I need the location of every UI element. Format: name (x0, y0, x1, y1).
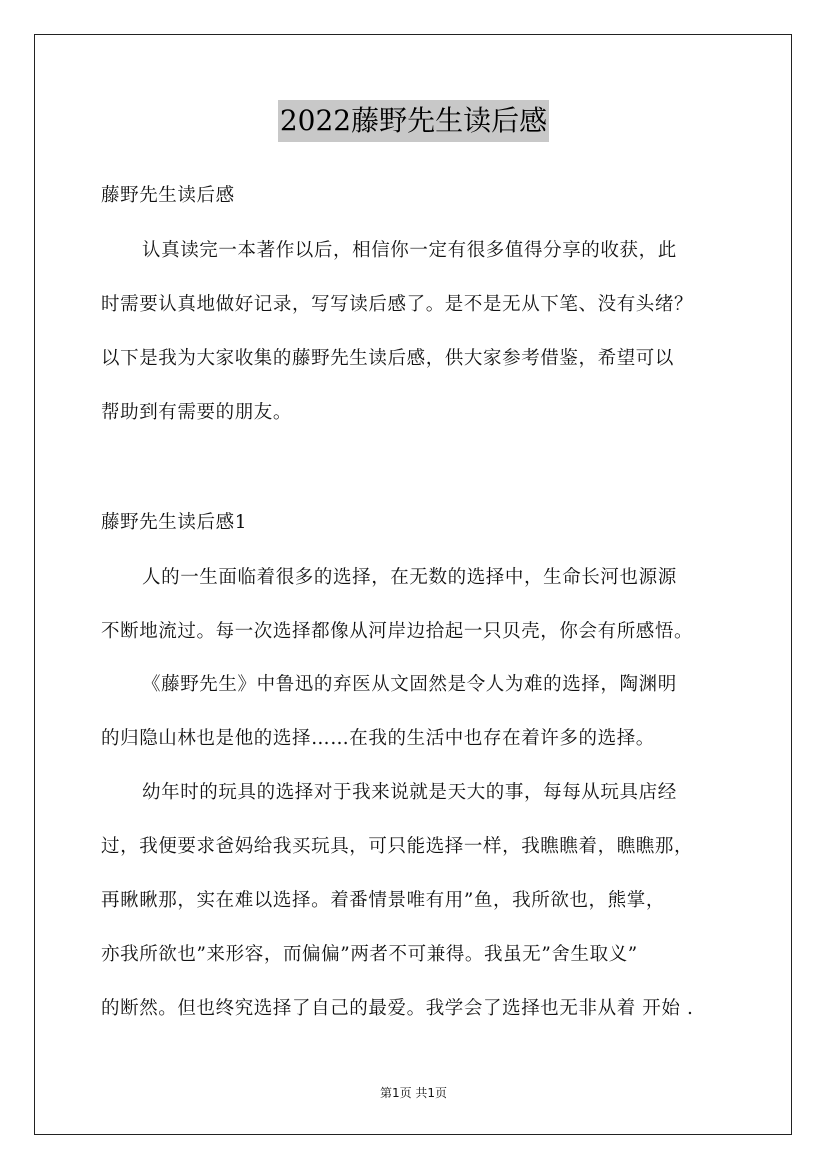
title-container (0, 100, 827, 142)
section-heading: 藤野先生读后感 (101, 185, 235, 206)
paragraph-line: 的归隐山林也是他的选择……在我的生活中也存在着许多的选择。 (101, 728, 655, 749)
paragraph-line: 不断地流过。每一次选择都像从河岸边拾起一只贝壳，你会有所感悟。 (101, 621, 694, 642)
paragraph-line: 时需要认真地做好记录，写写读后感了。是不是无从下笔、没有头绪？ (101, 294, 694, 315)
document-title: 2022藤野先生读后感 (278, 100, 549, 142)
paragraph-line: 认真读完一本著作以后，相信你一定有很多值得分享的收获，此 (142, 240, 677, 261)
paragraph-line: 帮助到有需要的朋友。 (101, 402, 293, 423)
paragraph-line: 幼年时的玩具的选择对于我来说就是天大的事，每每从玩具店经 (142, 782, 677, 803)
paragraph-line: 以下是我为大家收集的藤野先生读后感，供大家参考借鉴，希望可以 (101, 348, 675, 369)
paragraph-line: 《藤野先生》中鲁迅的弃医从文固然是令人为难的选择，陶渊明 (142, 674, 677, 695)
section-heading: 藤野先生读后感1 (101, 512, 248, 533)
paragraph-line: 亦我所欲也”来形容，而偏偏”两者不可兼得。我虽无”舍生取义” (101, 944, 638, 965)
paragraph-line: 的断然。但也终究选择了自己的最爱。我学会了选择也无非从着 开始 . (101, 998, 694, 1019)
paragraph-line: 人的一生面临着很多的选择，在无数的选择中，生命长河也源源 (142, 567, 677, 588)
paragraph-line: 再瞅瞅那，实在难以选择。着番情景唯有用”鱼，我所欲也，熊掌， (101, 890, 665, 911)
page-footer: 第1页 共1页 (379, 1086, 448, 1100)
paragraph-line: 过，我便要求爸妈给我买玩具，可只能选择一样，我瞧瞧着，瞧瞧那， (101, 836, 694, 857)
